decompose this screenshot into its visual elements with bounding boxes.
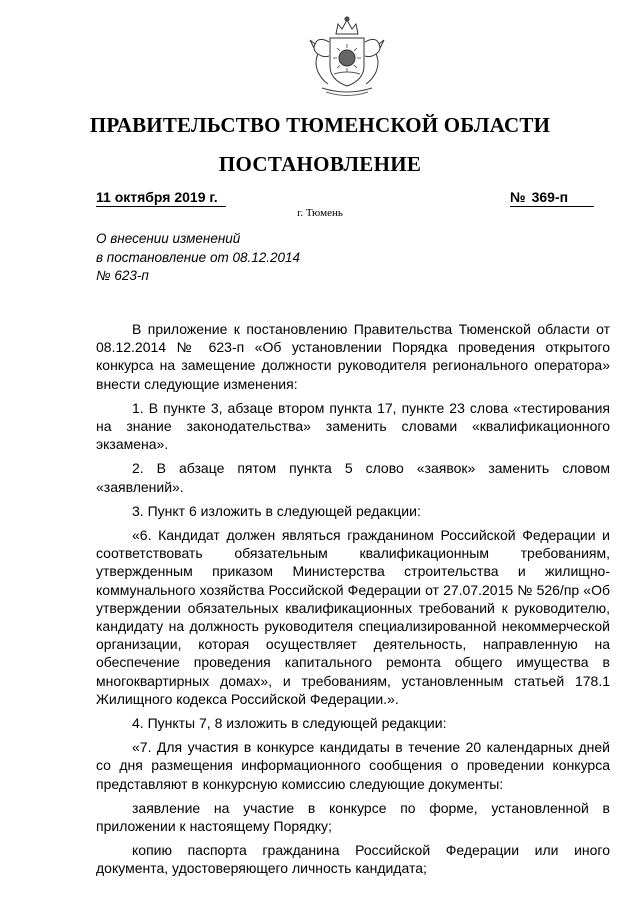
body-paragraph: заявление на участие в конкурсе по форме, установленной в приложении к настоящему Порядку; [96,799,610,835]
body-paragraph: 4. Пункты 7, 8 изложить в следующей редакции: [132,715,447,732]
body-paragraph: 2. В абзаце пятом пункта 5 слово «заявок» заменить словом «заявлений». [96,460,610,495]
coat-of-arms-icon [300,14,394,100]
number-sign: № [510,189,526,205]
document-type: ПОСТАНОВЛЕНИЕ [218,152,422,176]
body-paragraph: 3. Пункт 6 изложить в следующей редакции: [132,502,421,519]
body-paragraph: «6. Кандидат должен являться гражданином Российской Федерации и соответствовать обязательным квалификационным требованиям, утвержденным приказом Министерства строительства и жилищно-коммунального хозяйства Российской Федерации от 27.07.2015 № 526/пр «Об утверждении обязательных квалификационных требований к руководителю, кандидату на должность руководителя специализированной некоммерческой организации, которая осуществляет деятельность, направленную на обеспечение проведения капитального ремонта общего имущества в многоквартирных домах», и требованиям, установленным статьей 178.1 Жилищного кодекса Российской Федерации.». [96,527,610,707]
subject-line: О внесении изменений [96,231,241,246]
body-paragraph: 1. В пункте 3, абзаце втором пункта 17, пункте 23 слова «тестирования на знание законодательства» заменить словами «квалификационного экзамена». [96,399,610,453]
city: г. Тюмень [297,207,343,219]
body-paragraph: В приложение к постановлению Правительства Тюменской области от 08.12.2014 № 623-п «Об установлении Порядка проведения открытого конкурса на замещение должности руководителя регионального оператора» внести следующие изменения: [96,321,610,392]
subject-line: № 623-п [96,268,149,283]
body-paragraph: «7. Для участия в конкурсе кандидаты в течение 20 календарных дней со дня размещения информационного сообщения о проведении конкурса представляют в конкурсную комиссию следующие документы: [96,739,610,792]
subject-line: в постановление от 08.12.2014 [96,249,301,265]
document-body [96,320,610,884]
document-number [510,189,594,207]
document-date: 11 октября 2019 г. [96,189,226,207]
government-title: ПРАВИТЕЛЬСТВО ТЮМЕНСКОЙ ОБЛАСТИ [89,113,551,137]
body-paragraph: копию паспорта гражданина Российской Федерации или иного документа, удостоверяющего личность кандидата; [96,842,610,877]
number-value: 369-п [531,189,569,205]
document-subject [96,230,396,286]
